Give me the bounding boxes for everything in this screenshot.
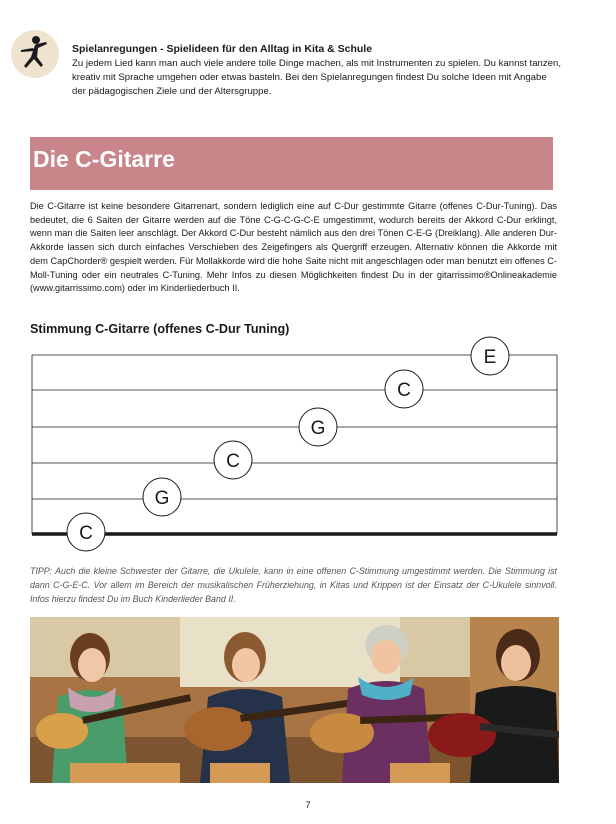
- note-label: E: [483, 347, 497, 368]
- intro-paragraph: Die C-Gitarre ist keine besondere Gitarrenart, sondern lediglich eine auf C-Dur gestimmte Gitarre (offenes C-Dur-Tuning). Das bedeutet, die 6 Saiten der Gitarre werden auf die Töne C-G-C-G-C-E umgestimmt, wodurch bereits der Akkord C-Dur erklingt, wenn man die Saiten leer anschlägt. Der Akkord C-Dur besteht nämlich aus den drei Tönen C-E-G (Dreiklang). Alle anderen Dur-Akkorde lassen sich durch einfaches Verschieben des Zeigefingers als Quergriff erzeugen. Alternativ können die Akkorde mit dem CapChorder® gespielt werden. Für Mollakkorde wird die hohe Saite nicht mit angeschlagen oder man benutzt ein offenes C-Moll-Tuning oder ein neutrales C-Tuning. Mehr Infos zu diesen Möglichkeiten findest Du in der gitarrissimo®Onlineakademie (www.gitarrissimo.com) oder im Kinderliederbuch II.: [30, 201, 557, 294]
- guitar-group-photo: [30, 617, 559, 783]
- header-title: Spielanregungen - Spielideen für den Alltag in Kita & Schule: [72, 43, 373, 55]
- note-label: G: [310, 418, 326, 439]
- note-label: C: [79, 523, 93, 544]
- note-label: G: [154, 488, 170, 509]
- note-label: C: [226, 451, 240, 472]
- section-title: Die C-Gitarre: [33, 146, 175, 172]
- header-body: Zu jedem Lied kann man auch viele andere tolle Dinge machen, als mit Instrumenten zu spielen. Du kannst tanzen, kreativ mit Sprache umgehen oder etwas basteln. Bei den Spielanregungen findest Du solche Ideen mit Angabe der pädagogischen Ziele und der Altersgruppe.: [72, 58, 562, 97]
- page-number: 7: [305, 800, 311, 810]
- tip-paragraph: TIPP: Auch die kleine Schwester der Gitarre, die Ukulele, kann in eine offenen C-Stimmung umgestimmt werden. Die Stimmung ist dann C-G-E-C. Vor allem im Bereich der musikalischen Früherziehung, in Kitas und Krippen ist der Einsatz der C-Ukulele sinnvoll. Infos hierzu findest Du im Buch Kinderlieder Band II.: [30, 566, 557, 604]
- note-label: C: [397, 380, 411, 401]
- tuning-title: Stimmung C-Gitarre (offenes C-Dur Tuning): [30, 322, 290, 336]
